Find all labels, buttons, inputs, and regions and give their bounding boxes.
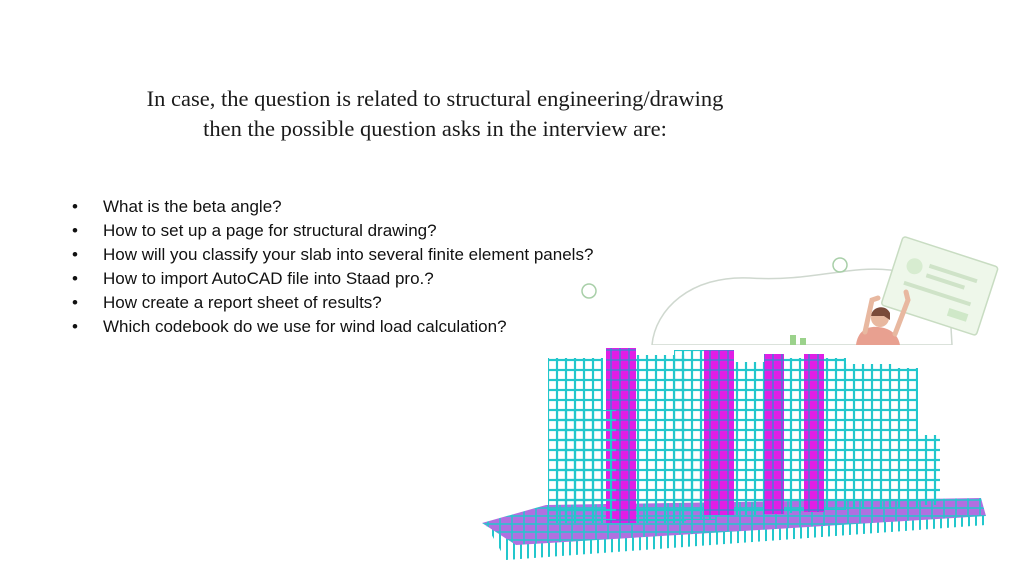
list-item (72, 219, 593, 243)
list-item (72, 243, 593, 267)
list-item (72, 291, 593, 315)
list-item (72, 267, 593, 291)
question-list (72, 195, 593, 339)
bullet-icon: • (72, 293, 78, 312)
slide-title (40, 84, 830, 144)
list-item (72, 315, 593, 339)
bullet-icon: • (72, 197, 78, 216)
bullet-icon: • (72, 317, 78, 336)
list-item-text: How to import AutoCAD file into Staad pro.? (103, 269, 434, 288)
list-item-text: How create a report sheet of results? (103, 293, 382, 312)
bullet-icon: • (72, 245, 78, 264)
list-item (72, 195, 593, 219)
list-item-text: What is the beta angle? (103, 197, 282, 216)
person-holding-card-illustration (560, 230, 1024, 345)
title-line-2: then the possible question asks in the interview are: (203, 116, 667, 141)
title-line-1: In case, the question is related to structural engineering/drawing (146, 86, 724, 111)
list-item-text: How to set up a page for structural drawing? (103, 221, 437, 240)
list-item-text: Which codebook do we use for wind load calculation? (103, 317, 507, 336)
bullet-icon: • (72, 221, 78, 240)
bullet-icon: • (72, 269, 78, 288)
list-item-text: How will you classify your slab into several finite element panels? (103, 245, 594, 264)
building-3d-model-image (476, 340, 996, 570)
